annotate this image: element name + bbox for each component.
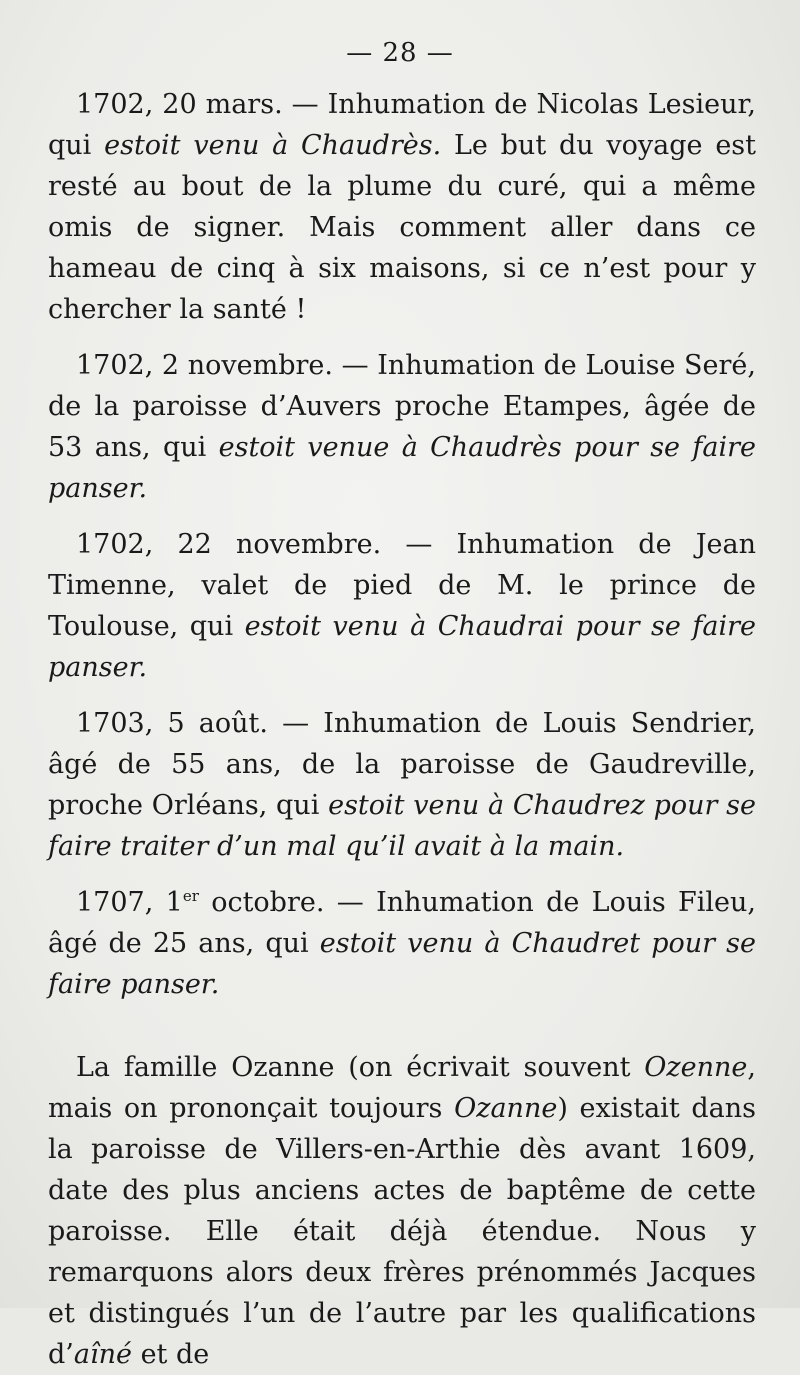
entry-quote: estoit venu à Chaudrai pour se faire panser. — [48, 611, 756, 683]
paragraph-italic: aîné — [73, 1339, 132, 1370]
entry-1702-11-02 — [48, 345, 756, 509]
entry-quote: estoit venu à Chaudret pour se faire panser. — [48, 928, 757, 1000]
paragraph-text: et de — [131, 1339, 210, 1370]
entry-text: 1702, 22 novembre. — Inhumation de Jean Timenne, valet de pied de M. le prince de Toulouse, qui — [48, 529, 756, 642]
entry-1702-11-22 — [48, 524, 756, 688]
entry-text: octobre. — Inhumation de Louis Fileu, âgé de 25 ans, qui — [48, 887, 756, 959]
entry-text: 1702, 2 novembre. — Inhumation de Louise Seré, de la paroisse d’Auvers proche Etampes, âgée de 53 ans, qui — [48, 350, 756, 463]
entry-date: 1707, 1 — [76, 887, 183, 918]
paragraph-text: , mais on prononçait toujours — [48, 1052, 756, 1124]
entry-quote: estoit venu à Chaudrez pour se faire traiter d’un mal qu’il avait à la main. — [48, 790, 756, 862]
entry-commentary: Le but du voyage est resté au bout de la plume du curé, qui a même omis de signer. Mais comment aller dans ce hameau de cinq à six maisons, si ce n’est pour y chercher la santé ! — [48, 130, 757, 325]
entry-quote: estoit venu à Chaudrès. — [104, 130, 442, 161]
entry-1703-08-05 — [48, 703, 756, 867]
ordinal-superscript: er — [182, 887, 199, 905]
paragraph-text: ) existait dans la paroisse de Villers-en-Arthie dès avant 1609, date des plus anciens actes de baptême de cette paroisse. Elle était déjà étendue. Nous y remarquons alors deux frères prénommés Jacques et distingués l’un de l’autre par les qualifications d’ — [48, 1093, 756, 1370]
paragraph-ozanne-family — [48, 1047, 756, 1375]
entry-1707-10-01 — [48, 882, 756, 1005]
page-number: — 28 — — [346, 38, 454, 68]
page-body — [48, 84, 756, 1375]
paragraph-text: La famille Ozanne (on écrivait souvent — [76, 1052, 645, 1083]
paragraph-italic: Ozenne — [644, 1052, 748, 1083]
entry-1702-03-20 — [48, 84, 756, 330]
entry-quote: estoit venue à Chaudrès pour se faire panser. — [48, 432, 756, 504]
entry-text: 1702, 20 mars. — Inhumation de Nicolas Lesieur, qui — [48, 89, 756, 161]
entry-text: 1703, 5 août. — Inhumation de Louis Sendrier, âgé de 55 ans, de la paroisse de Gaudreville, proche Orléans, qui — [48, 708, 756, 821]
paragraph-italic: Ozanne — [454, 1093, 558, 1124]
